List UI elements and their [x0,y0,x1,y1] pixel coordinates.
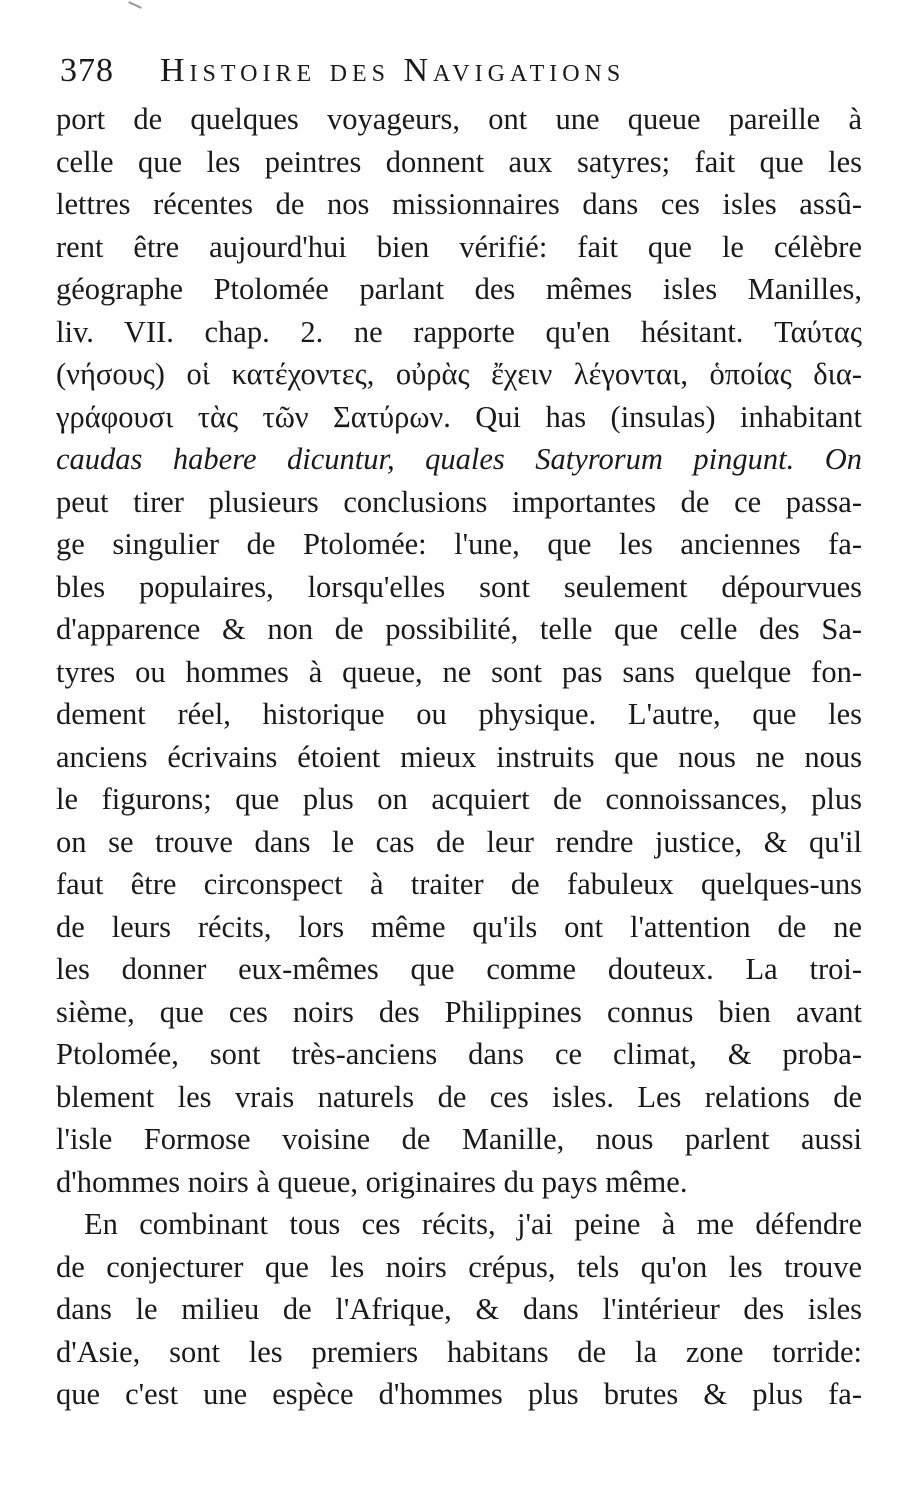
text-line: anciens écrivains étoient mieux instruits que nous ne nous [56,739,862,774]
text-line: peut tirer plusieurs conclusions importantes de ce passa- [56,484,862,519]
page-number: 378 [60,52,114,89]
text-line: le figurons; que plus on acquiert de connoissances, plus [56,782,862,816]
text-line: géographe Ptolomée parlant des mêmes isles Manilles, [56,272,862,306]
text-line: Ptolomée, sont très-anciens dans ce climat, & proba- [56,1037,862,1071]
running-title: Histoire des Navigations [160,52,626,89]
text-line: tyres ou hommes à queue, ne sont pas sans quelque fon- [56,654,862,689]
text-line: celle que les peintres donnent aux satyres; fait que les [56,144,862,179]
latin-quote-line: caudas habere dicuntur, quales Satyrorum pingunt. On [56,442,862,476]
text-line: de leurs récits, lors même qu'ils ont l'attention de ne [56,909,862,944]
body-text [56,98,862,1416]
text-line: dement réel, historique ou physique. L'autre, que les [56,697,862,731]
page-header [60,52,860,92]
text-line: rent être aujourd'hui bien vérifié: fait que le célèbre [56,229,862,264]
text-line: les donner eux-mêmes que comme douteux. La troi- [56,952,862,986]
text-line: ge singulier de Ptolomée: l'une, que les anciennes fa- [56,527,862,561]
scan-mark [128,1,142,9]
text-line: on se trouve dans le cas de leur rendre justice, & qu'il [56,824,862,859]
text-line: lettres récentes de nos missionnaires dans ces isles assû- [56,187,862,221]
text-line: liv. VII. chap. 2. ne rapporte qu'en hésitant. Ταύτας [56,314,862,349]
text-line: d'Asie, sont les premiers habitans de la zone torride: [56,1334,862,1369]
text-line: d'hommes noirs à queue, originaires du pays même. [56,1164,688,1199]
text-line: dans le milieu de l'Afrique, & dans l'intérieur des isles [56,1292,862,1326]
greek-quote-line: (νήσους) οἱ κατέχοντες, οὐρὰς ἔχειν λέγονται, ὁποίας δια- [56,357,862,391]
text-line: blement les vrais naturels de ces isles. Les relations de [56,1079,862,1114]
text-line: de conjecturer que les noirs crépus, tels qu'on les trouve [56,1249,862,1284]
text-line: faut être circonspect à traiter de fabuleux quelques-uns [56,867,862,901]
text-line: bles populaires, lorsqu'elles sont seulement dépourvues [56,569,862,604]
greek-quote-line: γράφουσι τὰς τῶν Σατύρων. Qui has (insulas) inhabitant [56,399,862,434]
text-line: d'apparence & non de possibilité, telle que celle des Sa- [56,612,862,646]
text-line: que c'est une espèce d'hommes plus brutes & plus fa- [56,1377,862,1411]
text-line: port de quelques voyageurs, ont une queue pareille à [56,102,862,136]
text-line: sième, que ces noirs des Philippines connus bien avant [56,994,862,1029]
paragraph-start-line: En combinant tous ces récits, j'ai peine à me défendre [84,1207,862,1241]
text-line: l'isle Formose voisine de Manille, nous parlent aussi [56,1122,862,1156]
